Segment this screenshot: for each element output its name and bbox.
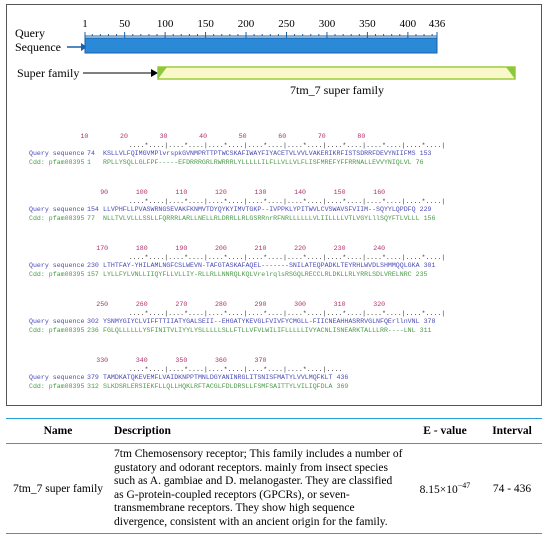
- row-end-position: 76: [415, 159, 424, 167]
- row-end-position: 436: [336, 374, 349, 382]
- evalue-exponent: −47: [457, 481, 471, 491]
- row-sequence: LYLLFYLVNLLIIQYFLLVLLIY-RLLRLLNNRQLKQLVrelrqlsRSGQLRECCLRLDKLLRLYRRLSDLVRELNRC: [103, 271, 412, 279]
- alignment-ruler: ....*....|....*....|....*....|....*....|....*....|....*....|....*....|....*....|: [101, 309, 446, 317]
- row-end-position: 153: [419, 150, 432, 158]
- query-label-line1: Query: [15, 26, 45, 40]
- query-row-name: Query sequence: [29, 262, 85, 270]
- query-label-line2: Sequence: [15, 40, 61, 54]
- alignment-block: [29, 301, 445, 357]
- ruler-tick-label: 100: [156, 18, 174, 30]
- alignment-block: [29, 357, 445, 413]
- row-sequence: LLVPHFLLPVASWRNGSEVAKFKNMVTDYQYKYIMVTGKP--IVPPKLYPITWVLCVSWAVSFVIIM--SQYYLQPDFQ: [103, 206, 416, 214]
- row-sequence: NLLTVLVLLLSSLLFQRRRLARLLNELLRLDRRLLRLGSRRnrRFNRLLLLLLVLIILLLLVTLVGYLllSQYFTLVLLL: [103, 215, 420, 223]
- query-sequence-row: [29, 262, 445, 271]
- query-row-name: Query sequence: [29, 374, 85, 382]
- table-header-row: [6, 419, 542, 444]
- row-description: 7tm Chemosensory receptor; This family includes a number of gustatory and odorant receptors. mainly from insect species such as A. gambiae and D. melanogaster. They are classified as G-protein-coupled receptors (GPCRs), or seven-transmembrane receptors. They show high sequence divergence, consistent with an ancient origin for the family.: [110, 444, 408, 534]
- ruler-ticks: [82, 18, 446, 38]
- query-sequence-row: [29, 150, 445, 159]
- row-start-position: 236: [87, 327, 99, 335]
- row-sequence: LTHTFAY-YHILAMLNGFCSLWEVN-TAFGTASKAFAQEL-------SNILATEQPADKLTEYRHLWVDLSHMMQQLGKA: [103, 262, 420, 270]
- row-end-position: 156: [423, 215, 436, 223]
- ruler-tick-label: 50: [119, 18, 131, 30]
- row-start-position: 157: [87, 271, 99, 279]
- ruler-tick-label: 150: [197, 18, 214, 30]
- row-start-position: 1: [87, 159, 91, 167]
- row-sequence: KSLLVLFQIMGVMPlvrspkGVNMPRTTPTWCSKAFIWAYFIYACETVLVVLVAKERIKRFISTSDRRFDEVYNIIFMS: [103, 150, 416, 158]
- alignment-ruler: ....*....|....*....|....*....|....*....|....*....|....*....|....*....|....*....|: [101, 253, 446, 261]
- superfamily-bar: [158, 67, 515, 79]
- row-start-position: 312: [87, 383, 99, 391]
- evalue-mantissa: 8.15×10: [419, 483, 458, 496]
- row-end-position: 311: [419, 327, 432, 335]
- alignment-ruler: ....*....|....*....|....*....|....*....|....*....|....*....|....*....|....*....|: [101, 197, 446, 205]
- row-sequence: TAMDKATQKEVEMFLVAIDKNPPTMNLDGYANINRGLITSNISFMATYLVVLMQFKLT: [103, 374, 333, 382]
- row-start-position: 379: [87, 374, 99, 382]
- header-description: Description: [110, 419, 408, 444]
- cdd-row-name: Cdd: pfam08395: [29, 383, 85, 391]
- row-end-position: 369: [336, 383, 349, 391]
- superfamily-bar-label: 7tm_7 super family: [290, 83, 384, 97]
- alignment-position-numbers: 170 180 190 200 210 220 230 240: [29, 245, 386, 252]
- ruler-tick-label: 436: [428, 18, 446, 30]
- query-row-name: Query sequence: [29, 206, 85, 214]
- cdd-row-name: Cdd: pfam08395: [29, 271, 85, 279]
- domain-diagram-panel: [6, 4, 542, 406]
- query-row-name: Query sequence: [29, 318, 85, 326]
- superfamily-label: Super family: [17, 66, 80, 80]
- row-interval: 74 - 436: [482, 444, 542, 534]
- ruler-tick-label: 1: [82, 18, 88, 30]
- cdd-sequence-row: [29, 271, 445, 280]
- alignment-position-numbers: 90 100 110 120 130 140 150 160: [29, 189, 386, 196]
- cdd-row-name: Cdd: pfam08395: [29, 327, 85, 335]
- ruler-tick-label: 300: [318, 18, 336, 30]
- row-sequence: RPLLYSQLLGLFPF-----EFDRRRGRLRWRRRLYLLLLLILFLLVLLVLFLISFMREFYFFRRNALLEVVYNIQLVL: [103, 159, 412, 167]
- row-start-position: 230: [87, 262, 99, 270]
- row-start-position: 77: [87, 215, 95, 223]
- row-end-position: 378: [423, 318, 436, 326]
- cdd-row-name: Cdd: pfam08395: [29, 159, 85, 167]
- row-name: 7tm_7 super family: [6, 444, 110, 534]
- header-name: Name: [6, 419, 110, 444]
- cdd-sequence-row: [29, 215, 445, 224]
- row-sequence: YSNMYGIYCLVIFFTTIIATYGALSEII--EHGATYKEVGLFVIVFYCMGLL-FIICNEAHHASRRVGLNFQErllnVNL: [103, 318, 420, 326]
- cdd-sequence-row: [29, 159, 445, 168]
- query-sequence-row: [29, 318, 445, 327]
- alignment-block: [29, 245, 445, 301]
- row-start-position: 154: [87, 206, 99, 214]
- row-evalue: [408, 444, 482, 534]
- cdd-sequence-row: [29, 327, 445, 336]
- table-row: [6, 444, 542, 534]
- alignment-block: [29, 133, 445, 189]
- sequence-alignment: [29, 133, 445, 413]
- alignment-position-numbers: 330 340 350 360 370: [29, 357, 267, 364]
- ruler-tick-label: 350: [359, 18, 376, 30]
- header-interval: Interval: [482, 419, 542, 444]
- row-end-position: 235: [415, 271, 428, 279]
- query-row-name: Query sequence: [29, 150, 85, 158]
- row-end-position: 229: [419, 206, 432, 214]
- ruler-tick-label: 250: [278, 18, 295, 30]
- alignment-ruler: ....*....|....*....|....*....|....*....|....*....|....*....|....*....|....*....|: [101, 141, 446, 149]
- alignment-position-numbers: 250 260 270 280 290 300 310 320: [29, 301, 386, 308]
- ruler-tick-label: 200: [237, 18, 255, 30]
- cdd-row-name: Cdd: pfam08395: [29, 215, 85, 223]
- row-start-position: 302: [87, 318, 99, 326]
- query-sequence-bar: [85, 38, 437, 53]
- row-sequence: FGLQLLLLLLYSFINITVLIYYLYSLLLLLSLLFTLLVFVLWILIFLLLLLIVYACNLISNEARKTALLLRR----LNL: [103, 327, 416, 335]
- domain-table: [6, 418, 542, 534]
- alignment-position-numbers: 10 20 30 40 50 60 70 80: [29, 133, 366, 140]
- superfamily-arrow-head: [151, 69, 158, 77]
- row-start-position: 74: [87, 150, 95, 158]
- header-evalue: E - value: [408, 419, 482, 444]
- domain-map: [7, 5, 541, 129]
- alignment-ruler: ....*....|....*....|....*....|....*....|....*....|....: [101, 365, 343, 373]
- row-sequence: SLKDSRLERSIEKFLLQLLHQKLRFTACGLFDLDRSLLFSMFSAITTYLVILIQFDLA: [103, 383, 333, 391]
- cdd-sequence-row: [29, 383, 445, 392]
- alignment-block: [29, 189, 445, 245]
- ruler-tick-label: 400: [399, 18, 417, 30]
- row-end-position: 301: [423, 262, 436, 270]
- query-sequence-row: [29, 374, 445, 383]
- query-sequence-row: [29, 206, 445, 215]
